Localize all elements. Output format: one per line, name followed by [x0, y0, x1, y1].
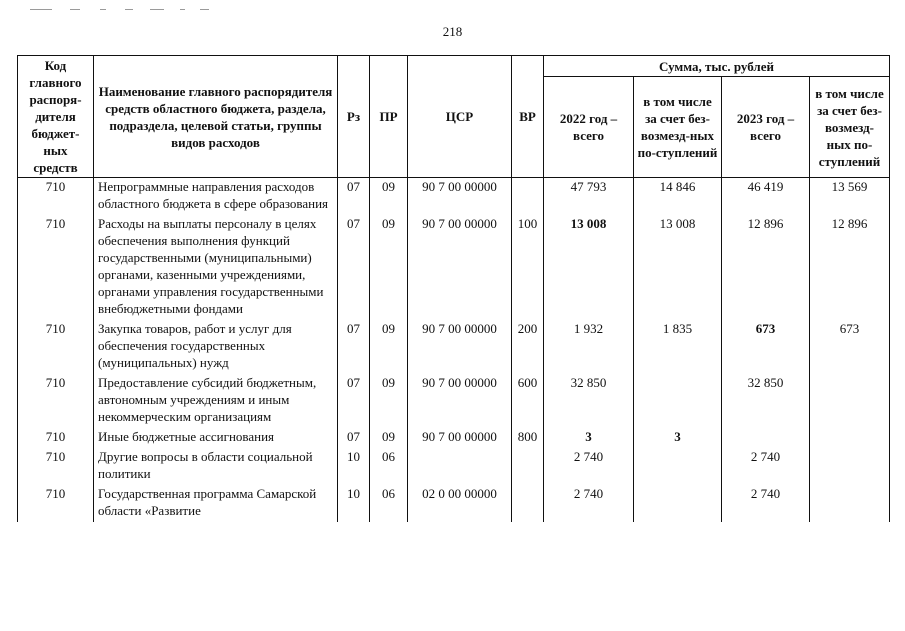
cell-rz: 07	[338, 178, 370, 216]
cell-rz: 07	[338, 320, 370, 374]
cell-2022-free	[634, 448, 722, 485]
cell-pr: 06	[370, 448, 408, 485]
cell-vr: 800	[512, 428, 544, 448]
header-csr: ЦСР	[408, 56, 512, 178]
cell-pr: 09	[370, 178, 408, 216]
cell-2023-free: 13 569	[810, 178, 890, 216]
cell-pr: 09	[370, 215, 408, 320]
cell-vr	[512, 178, 544, 216]
cell-csr: 90 7 00 00000	[408, 178, 512, 216]
header-row-top	[18, 56, 890, 77]
cell-2022-total: 1 932	[544, 320, 634, 374]
cell-2023-total: 32 850	[722, 374, 810, 428]
cell-name: Предоставление субсидий бюджетным, автономным учреждениям и иным некоммерческим организациям	[94, 374, 338, 428]
cell-rz: 10	[338, 448, 370, 485]
cell-rz: 07	[338, 428, 370, 448]
cell-rz: 07	[338, 374, 370, 428]
cell-vr	[512, 448, 544, 485]
cell-csr: 90 7 00 00000	[408, 320, 512, 374]
table-row	[18, 428, 890, 448]
cell-csr: 90 7 00 00000	[408, 215, 512, 320]
cell-2023-free	[810, 428, 890, 448]
page-number: 218	[442, 24, 463, 39]
cell-2022-free	[634, 374, 722, 428]
cell-name: Непрограммные направления расходов областного бюджета в сфере образования	[94, 178, 338, 216]
cell-2022-free: 3	[634, 428, 722, 448]
cell-2023-total: 673	[722, 320, 810, 374]
cell-pr: 06	[370, 485, 408, 522]
cell-name: Закупка товаров, работ и услуг для обеспечения государственных (муниципальных) нужд	[94, 320, 338, 374]
header-2023-free: в том числе за счет без-возмезд-ных по-ступлений	[810, 77, 890, 178]
header-2022-total: 2022 год – всего	[544, 77, 634, 178]
header-2022-free: в том числе за счет без-возмезд-ных по-ступлений	[634, 77, 722, 178]
cell-2023-free	[810, 485, 890, 522]
cell-vr: 600	[512, 374, 544, 428]
cell-2023-free	[810, 374, 890, 428]
cell-code: 710	[18, 374, 94, 428]
cell-2023-total: 2 740	[722, 448, 810, 485]
cell-2023-total: 46 419	[722, 178, 810, 216]
cell-2022-total: 2 740	[544, 448, 634, 485]
budget-table	[17, 55, 890, 522]
cell-code: 710	[18, 178, 94, 216]
cell-csr: 02 0 00 00000	[408, 485, 512, 522]
cell-2023-total: 2 740	[722, 485, 810, 522]
header-sum-group: Сумма, тыс. рублей	[544, 56, 890, 77]
cell-code: 710	[18, 428, 94, 448]
cell-code: 710	[18, 215, 94, 320]
cell-2023-free: 673	[810, 320, 890, 374]
scan-artifact	[30, 6, 210, 14]
cell-vr: 100	[512, 215, 544, 320]
cell-2022-total: 32 850	[544, 374, 634, 428]
cell-name: Иные бюджетные ассигнования	[94, 428, 338, 448]
table-row	[18, 320, 890, 374]
header-rz: Рз	[338, 56, 370, 178]
table-row	[18, 374, 890, 428]
table-row	[18, 178, 890, 216]
cell-2023-total: 12 896	[722, 215, 810, 320]
cell-pr: 09	[370, 428, 408, 448]
cell-rz: 10	[338, 485, 370, 522]
cell-2022-total: 2 740	[544, 485, 634, 522]
table-row	[18, 485, 890, 522]
cell-code: 710	[18, 320, 94, 374]
cell-2023-total	[722, 428, 810, 448]
header-vr: ВР	[512, 56, 544, 178]
cell-code: 710	[18, 485, 94, 522]
cell-csr: 90 7 00 00000	[408, 428, 512, 448]
table-row	[18, 215, 890, 320]
cell-2022-free: 1 835	[634, 320, 722, 374]
cell-pr: 09	[370, 320, 408, 374]
cell-2022-free	[634, 485, 722, 522]
cell-name: Другие вопросы в области социальной политики	[94, 448, 338, 485]
cell-vr	[512, 485, 544, 522]
header-2023-total: 2023 год – всего	[722, 77, 810, 178]
header-code: Код главного распоря-дителя бюджет-ных средств	[18, 56, 94, 178]
cell-vr: 200	[512, 320, 544, 374]
header-name: Наименование главного распорядителя средств областного бюджета, раздела, подраздела, целевой статьи, группы видов расходов	[94, 56, 338, 178]
cell-csr: 90 7 00 00000	[408, 374, 512, 428]
table-row	[18, 448, 890, 485]
cell-2022-total: 47 793	[544, 178, 634, 216]
cell-csr	[408, 448, 512, 485]
cell-name: Государственная программа Самарской области «Развитие	[94, 485, 338, 522]
cell-rz: 07	[338, 215, 370, 320]
cell-code: 710	[18, 448, 94, 485]
cell-2022-free: 14 846	[634, 178, 722, 216]
header-pr: ПР	[370, 56, 408, 178]
cell-2022-total: 3	[544, 428, 634, 448]
cell-2022-total: 13 008	[544, 215, 634, 320]
cell-pr: 09	[370, 374, 408, 428]
cell-2023-free	[810, 448, 890, 485]
cell-name: Расходы на выплаты персоналу в целях обеспечения выполнения функций государственными (муниципальными) органами, казенными учреждениями, органами управления государственными внебюджетными фондами	[94, 215, 338, 320]
cell-2022-free: 13 008	[634, 215, 722, 320]
cell-2023-free: 12 896	[810, 215, 890, 320]
